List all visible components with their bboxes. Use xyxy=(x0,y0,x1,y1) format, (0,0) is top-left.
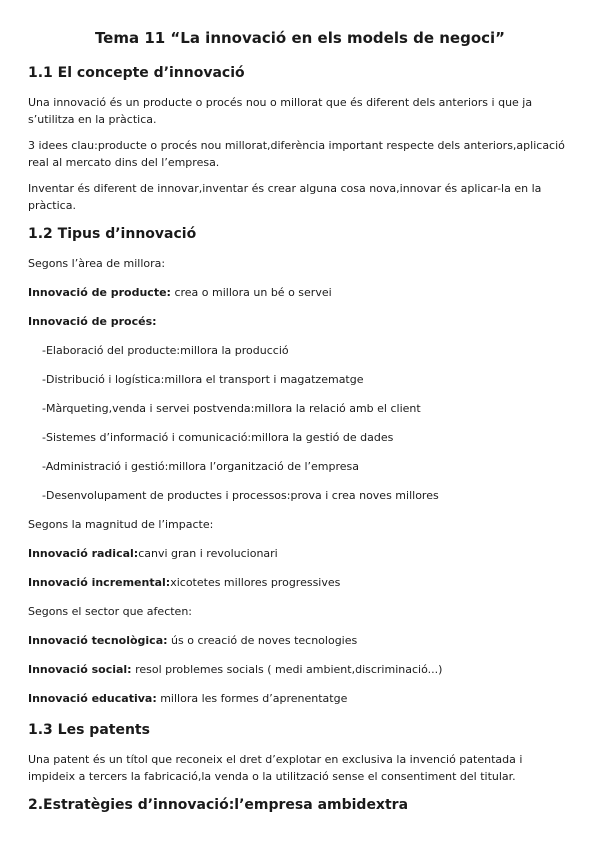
section-heading-strategies: 2.Estratègies d’innovació:l’empresa ambidextra xyxy=(28,797,409,813)
section-heading-concept: 1.1 El concepte d’innovació xyxy=(28,65,245,81)
group-intro-area: Segons l’àrea de millora: xyxy=(28,257,166,270)
list-item xyxy=(28,545,572,562)
list-item-term: Innovació incremental: xyxy=(28,576,171,589)
paragraph-key-ideas: 3 idees clau:producte o procés nou millorat,diferència important respecte dels anteriors,aplicació real al mercato dins del l’empresa. xyxy=(28,139,565,169)
sub-item: -Distribució i logística:millora el transport i magatzematge xyxy=(42,373,364,386)
sub-item: -Administració i gestió:millora l’organització de l’empresa xyxy=(42,460,359,473)
section-heading-types: 1.2 Tipus d’innovació xyxy=(28,226,197,242)
list-item xyxy=(28,661,572,678)
list-item xyxy=(28,313,572,330)
list-item-text: canvi gran i revolucionari xyxy=(138,547,278,560)
list-item-text: resol problemes socials ( medi ambient,discriminació...) xyxy=(131,663,443,676)
paragraph-patent-definition: Una patent és un títol que reconeix el dret d’explotar en exclusiva la invenció patentada i impideix a tercers la fabricació,la venda o la utilització sense el consentiment del titular. xyxy=(28,753,523,783)
list-item-term: Innovació social: xyxy=(28,663,132,676)
list-item xyxy=(28,690,572,707)
list-item-text: xicotetes millores progressives xyxy=(170,576,341,589)
section-heading-patents: 1.3 Les patents xyxy=(28,722,150,738)
list-item-term: Innovació radical: xyxy=(28,547,139,560)
sub-item: -Màrqueting,venda i servei postvenda:millora la relació amb el client xyxy=(42,402,421,415)
list-item xyxy=(28,632,572,649)
list-item-term: Innovació educativa: xyxy=(28,692,157,705)
sub-item: -Desenvolupament de productes i processos:prova i crea noves millores xyxy=(42,489,439,502)
list-item xyxy=(28,574,572,591)
paragraph-invent-vs-innovate: Inventar és diferent de innovar,inventar és crear alguna cosa nova,innovar és aplicar-la en la pràctica. xyxy=(28,182,542,212)
document-title: Tema 11 “La innovació en els models de negoci” xyxy=(94,29,506,47)
sub-item: -Sistemes d’informació i comunicació:millora la gestió de dades xyxy=(42,431,394,444)
list-item-term: Innovació tecnològica: xyxy=(28,634,168,647)
list-item-term: Innovació de procés: xyxy=(28,315,157,328)
sub-item: -Elaboració del producte:millora la producció xyxy=(42,344,289,357)
list-item-text: ús o creació de noves tecnologies xyxy=(167,634,358,647)
list-item-text: millora les formes d’aprenentatge xyxy=(156,692,348,705)
group-intro-impact: Segons la magnitud de l’impacte: xyxy=(28,518,214,531)
list-item-term: Innovació de producte: xyxy=(28,286,171,299)
group-intro-sector: Segons el sector que afecten: xyxy=(28,605,192,618)
list-item-text: crea o millora un bé o servei xyxy=(170,286,332,299)
paragraph-definition: Una innovació és un producte o procés nou o millorat que és diferent dels anteriors i que ja s’utilitza en la pràctica. xyxy=(28,96,533,126)
list-item xyxy=(28,284,572,301)
